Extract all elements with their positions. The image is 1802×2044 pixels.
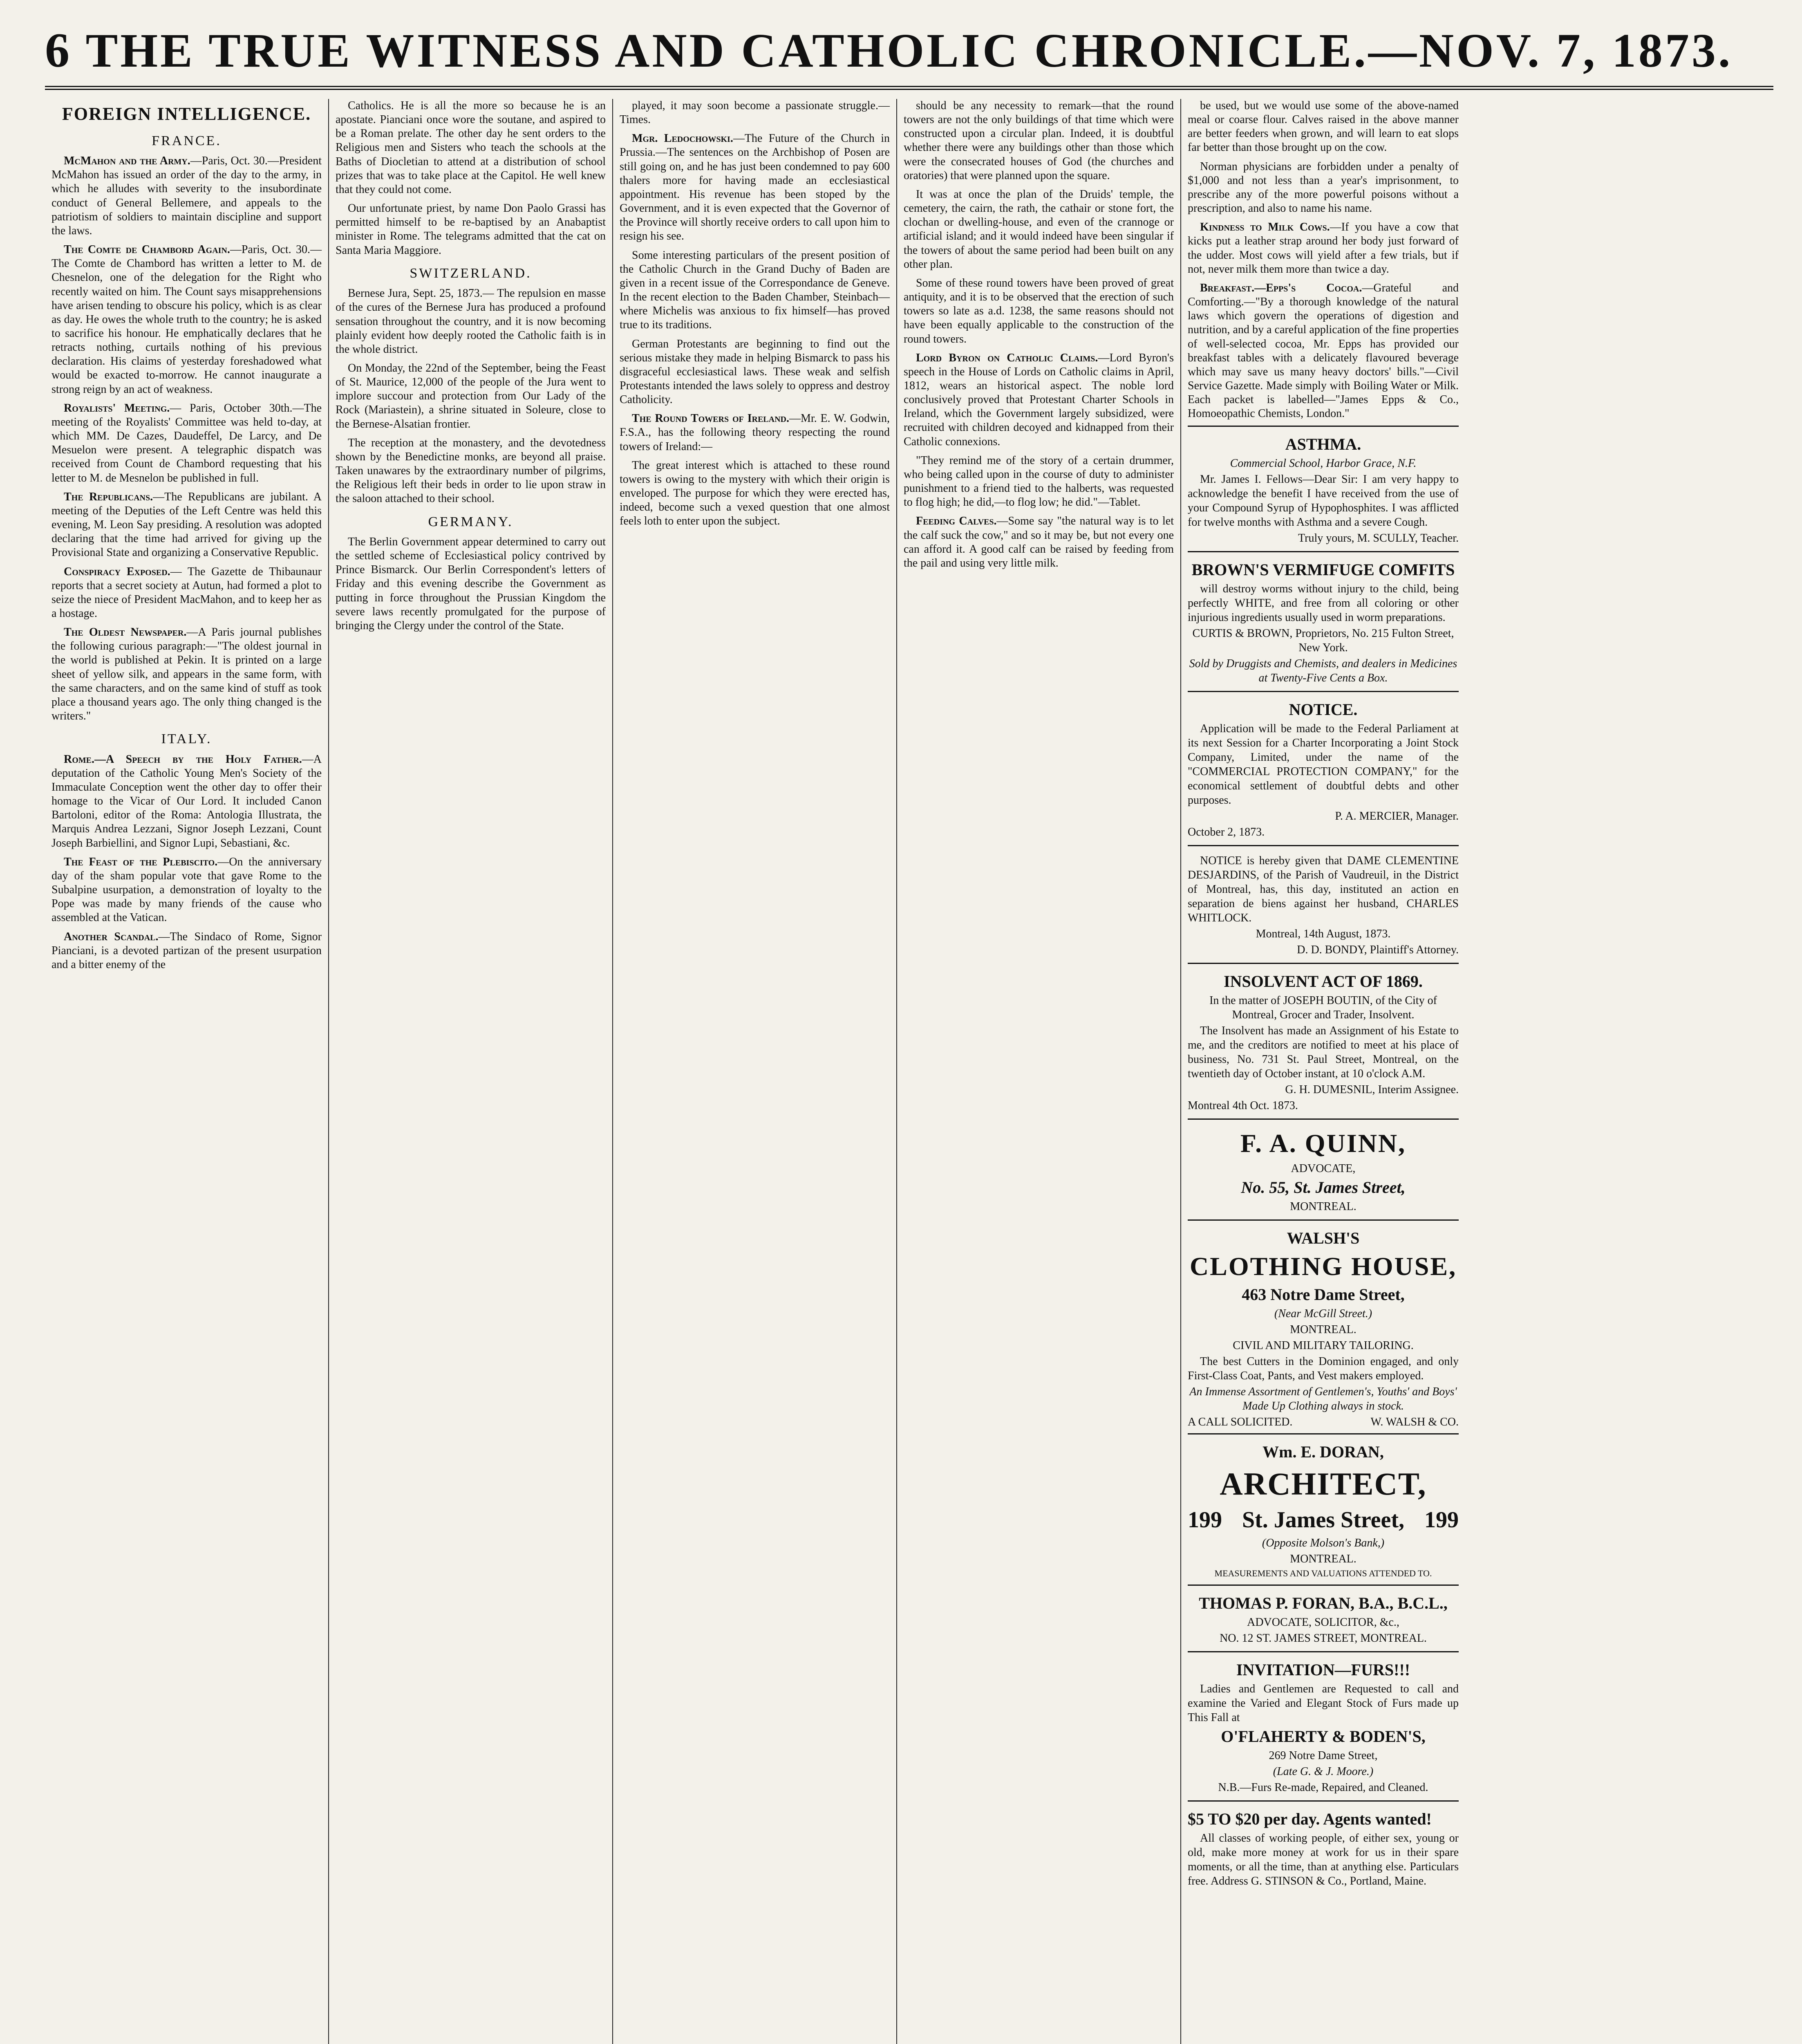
article-lead: Conspiracy Exposed. <box>64 565 170 578</box>
paragraph: German Protestants are beginning to find out the serious mistake they made in helping Bismarck to pass his disgraceful ecclesiastical laws. These weak and selfish Protestants intended the laws solely to oppress and destroy Catholicity. <box>620 337 890 406</box>
advert-text: All classes of working people, of either sex, young or old, make more money at work for us in their spare moments, or all the time, than at anything else. Particulars free. Address G. STINSON & Co., Portland, Maine. <box>1188 1832 1459 1888</box>
article-lead: Feeding Calves. <box>916 515 997 528</box>
advert-title: $5 TO $20 per day. Agents wanted! <box>1188 1810 1432 1829</box>
country-heading-france: FRANCE. <box>152 133 222 148</box>
newspaper-title: THE TRUE WITNESS AND CATHOLIC CHRONICLE.—NOV. 7, 1873. <box>85 24 1733 77</box>
article-ledochowski <box>620 132 890 243</box>
advert-text: The best Cutters in the Dominion engaged, and only First-Class Coat, Pants, and Vest makers employed. <box>1188 1355 1459 1383</box>
notice-title: NOTICE. <box>1289 700 1358 719</box>
article-milk-cows <box>1188 220 1459 276</box>
advert-signature: Truly yours, M. SCULLY, Teacher. <box>1298 532 1459 545</box>
advert-footer <box>1188 1415 1459 1429</box>
paragraph: Some interesting particulars of the present position of the Catholic Church in the Grand Duchy of Baden are given in a recent issue of the Correspondance de Geneve. In the recent election to the Baden Chamber, Steinbach—where Michelis was anxious to fix himself—has proved true to its traditions. <box>620 249 890 332</box>
advert-doran-architect <box>1188 1433 1459 1585</box>
notice-signature: G. H. DUMESNIL, Interim Assignee. <box>1285 1083 1459 1096</box>
article-text: —A Paris journal publishes the following curious paragraph:—"The oldest journal in the world is published at Pekin. It is printed on a large sheet of yellow silk, and appears in the same form, with the same characters, and on the same kind of stuff as took place a thousand years ago. The only thing changed is the writers." <box>51 626 322 723</box>
column-3 <box>613 99 897 2044</box>
advert-address: 269 Notre Dame Street, <box>1269 1749 1378 1762</box>
advert-furs <box>1188 1651 1459 1800</box>
article-text: —The Future of the Church in Prussia.—The sentences on the Archbishop of Posen are still going on, and he has just been condemned to pay 600 thalers more for having made an ecclesiastical appointment. His revenue has been stoped by the Government, and it is even expected that the Governor of the Province will shortly receive orders to call upon him to resign his see. <box>620 132 890 243</box>
article-scandal <box>51 930 322 972</box>
article-text: — The Gazette de Thibaunaur reports that a secret society at Autun, had formed a plot to seize the niece of President MacMahon, and to keep her as a hostage. <box>51 565 322 620</box>
paragraph: Catholics. He is all the more so because he is an apostate. Pianciani once wore the soutane, and aspired to be a Roman prelate. The other day he sent orders to the Religious men and Sisters who teach the schools at the Baths of Diocletian to attend at a distribution of school prizes that was to take place at the Capitol. He well knew that they could not come. <box>336 99 606 196</box>
paragraph: be used, but we would use some of the above-named meal or coarse flour. Calves raised in the above manner are better feeders when grown, and will learn to eat slops far better than those brought up on the cow. <box>1188 99 1459 154</box>
article-republicans <box>51 490 322 560</box>
article-text: —On the anniversary day of the sham popular vote that gave Rome to the Subalpine usurpation, a demonstration of loyalty to the Pope was made by many friends of the cause who assembled at the Vatican. <box>51 855 322 924</box>
article-text: —Paris, Oct. 30.—The Comte de Chambord has written a letter to M. de Chesnelon, one of the delegation for the Right who recently waited on him. The Count says misapprehensions have arisen tending to obscure his policy, which is as clear as day. He owes the whole truth to the country; he is asked to sacrifice his honour. He emphatically declares that he retracts nothing, curtails nothing of his previous declaration. His claims of yesterday foreshadowed what would be exacted to-morrow. He cannot inaugurate a strong reign by an act of weakness. <box>51 243 322 396</box>
paragraph: The reception at the monastery, and the devotedness shown by the Benedictine monks, are beyond all praise. Taken unawares by the extraordinary number of pilgrims, the Religious left their beds in order to lie upon straw in the saloon attached to their school. <box>336 436 606 505</box>
advert-sold-by: Sold by Druggists and Chemists, and dealers in Medicines at Twenty-Five Cents a Box. <box>1189 657 1457 685</box>
advert-city: MONTREAL. <box>1290 1323 1357 1336</box>
paragraph: Some of these round towers have been proved of great antiquity, and it is to be observed that the erection of such towers so late as a.d. 1238, the same reasons should not have been equally applicable to the construction of the round towers. <box>904 276 1174 345</box>
country-heading-italy: ITALY. <box>161 731 212 747</box>
advert-firm: O'FLAHERTY & BODEN'S, <box>1221 1727 1426 1746</box>
article-lead: Kindness to Milk Cows. <box>1200 221 1330 234</box>
advert-address: 463 Notre Dame Street, <box>1242 1285 1405 1304</box>
notice-text: NOTICE is hereby given that DAME CLEMENTINE DESJARDINS, of the Parish of Vaudreuil, in the District of Montreal, has, this day, instituted an action en separation de biens against her husband, CHARLES WHITLOCK. <box>1188 854 1459 925</box>
street-number-right: 199 <box>1424 1507 1459 1533</box>
article-lead: The Round Towers of Ireland. <box>632 412 789 425</box>
advert-name: Wm. E. DORAN, <box>1263 1443 1384 1461</box>
country-heading-germany: GERMANY. <box>428 514 513 529</box>
article-text: —A deputation of the Catholic Young Men's Society of the Immaculate Conception went the other day to offer their homage to the Vicar of Our Lord. It included Canon Bartoloni, editor of the Roma: Antologia Illustrata, the Marquis Andrea Lezzani, Signor Joseph Lezzani, Count Joseph Barbiellini, and Signor Lupi, Sebastiani, &c. <box>51 753 322 849</box>
advert-foran <box>1188 1585 1459 1651</box>
article-lead: The Oldest Newspaper. <box>64 626 187 639</box>
advert-address: NO. 12 ST. JAMES STREET, MONTREAL. <box>1220 1632 1427 1645</box>
advert-title: ASTHMA. <box>1285 435 1361 454</box>
article-text: —Lord Byron's speech in the House of Lords on Catholic claims in April, 1812, wears an historical aspect. The noble lord conclusively proved that Protestant Charter Schools in Ireland, which the Government largely subsidized, were recruited with children decoyed and kidnapped from their Catholic connexions. <box>904 351 1174 448</box>
notice-text: The Insolvent has made an Assignment of his Estate to me, and the creditors are notified to meet at his place of business, No. 731 St. Paul Street, Montreal, on the twentieth day of October instant, at 10 o'clock A.M. <box>1188 1024 1459 1080</box>
article-round-towers <box>620 412 890 453</box>
notice-insolvent <box>1188 963 1459 1118</box>
advert-epps-cocoa <box>1188 281 1459 421</box>
advert-city: MONTREAL. <box>1290 1200 1357 1213</box>
article-text: —Grateful and Comforting.—"By a thorough knowledge of the natural laws which govern the operations of digestion and nutrition, and by a careful application of the fine properties of well-selected cocoa, Mr. Epps has provided our breakfast tables with a delicately flavoured beverage which may save us many heavy doctors' bills."—Civil Service Gazette. Made simply with Boiling Water or Milk. Each packet is labelled—"James Epps & Co., Homoeopathic Chemists, London." <box>1188 281 1459 420</box>
article-text: —The Republicans are jubilant. A meeting of the Deputies of the Left Centre was held this evening, M. Leon Say presiding. A resolution was adopted declaring that the time had arrived for giving up the Provisional State and organizing a Conservative Republic. <box>51 490 322 559</box>
country-heading-switzerland: SWITZERLAND. <box>410 265 532 281</box>
advert-text: Ladies and Gentlemen are Requested to call and examine the Varied and Elegant Stock of Furs made up This Fall at <box>1188 1683 1459 1724</box>
paragraph: Bernese Jura, Sept. 25, 1873.— The repulsion en masse of the cures of the Bernese Jura has produced a profound sensation throughout the country, and it is now becoming plainly evident how deeply rooted the Catholic faith is in the whole district. <box>336 287 606 356</box>
masthead <box>45 23 1773 90</box>
article-army <box>51 154 322 238</box>
street-name: St. James Street, <box>1242 1507 1405 1533</box>
notice-date: October 2, 1873. <box>1188 826 1265 839</box>
article-conspiracy <box>51 565 322 621</box>
article-lead: Mgr. Ledochowski. <box>632 132 733 145</box>
article-royalists <box>51 401 322 485</box>
article-feeding-calves <box>904 514 1174 570</box>
article-lead: Lord Byron on Catholic Claims. <box>916 351 1098 364</box>
advert-note: MEASUREMENTS AND VALUATIONS ATTENDED TO. <box>1214 1568 1432 1578</box>
article-oldest-newspaper <box>51 625 322 723</box>
article-text: — Paris, October 30th.—The meeting of the Royalists' Committee was held to-day, at which MM. De Cazes, Daudeffel, De Larcy, and De Mesuelon were present. A telegraphic dispatch was received from Count de Chambord requesting that his letter to M. de Mesnelon be published in full. <box>51 401 322 484</box>
paragraph: It was at once the plan of the Druids' temple, the cemetery, the cairn, the rath, the cathair or stone fort, the clochan or dwelling-house, and even of the crannoge or artificial island; and it would indeed have been singular if the towers of about the same period had been built on any other plan. <box>904 188 1174 271</box>
notice-subtitle: In the matter of JOSEPH BOUTIN, of the City of Montreal, Grocer and Trader, Insolvent. <box>1209 994 1437 1022</box>
advert-agents-wanted <box>1188 1800 1459 1894</box>
advert-headline: CLOTHING HOUSE, <box>1189 1252 1457 1281</box>
notice-commercial-protection <box>1188 691 1459 845</box>
advert-name: F. A. QUINN, <box>1240 1129 1406 1158</box>
article-lead: Royalists' Meeting. <box>64 401 170 415</box>
article-chambord <box>51 243 322 397</box>
advert-address-row <box>1188 1506 1459 1534</box>
article-lead: The Comte de Chambord Again. <box>64 243 230 256</box>
article-lead: Breakfast.—Epps's Cocoa. <box>1200 281 1362 294</box>
column-5 <box>1181 99 1465 2044</box>
paragraph: On Monday, the 22nd of the September, being the Feast of St. Maurice, 12,000 of the people of the Jura went to implore succour and protection from Our Lady of the Rock (Mariastein), a shrine situated in Soleure, close to the Bernese-Alsatian frontier. <box>336 361 606 430</box>
advert-call: A CALL SOLICITED. <box>1188 1416 1293 1429</box>
notice-date: Montreal 4th Oct. 1873. <box>1188 1099 1298 1112</box>
article-plebiscito <box>51 855 322 925</box>
paragraph: The great interest which is attached to these round towers is owing to the mystery with which their origin is enveloped. The purpose for which they were erected has, indeed, become such a vexed question that one almost feels loth to enter upon the subject. <box>620 459 890 528</box>
paragraph: played, it may soon become a passionate struggle.—Times. <box>620 99 890 126</box>
column-1 <box>45 99 329 2044</box>
advert-role: ADVOCATE, SOLICITOR, &c., <box>1247 1616 1399 1629</box>
paragraph: The Berlin Government appear determined to carry out the settled scheme of Ecclesiastical policy contrived by Prince Bismarck. Our Berlin Correspondent's letters of Friday and this evening describe the Government as putting in force throughout the Prussian Kingdom the severe laws recently promulgated for the purpose of bringing the Clergy under the control of the State. <box>336 536 606 632</box>
article-lead: Rome.—A Speech by the Holy Father. <box>64 753 302 766</box>
article-text: —The Sindaco of Rome, Signor Pianciani, is a devoted partizan of the present usurpation and a bitter enemy of the <box>51 930 322 971</box>
advert-city: MONTREAL. <box>1290 1552 1357 1565</box>
advert-browns-vermifuge <box>1188 551 1459 691</box>
paragraph: Norman physicians are forbidden under a penalty of $1,000 and not less than a year's imprisonment, to prescribe any of the more powerful poisons without a prescription, and also to name his name. <box>1188 160 1459 215</box>
article-lead: McMahon and the Army. <box>64 155 190 168</box>
advert-opposite: (Opposite Molson's Bank,) <box>1262 1536 1385 1549</box>
advert-firm: W. WALSH & CO. <box>1370 1416 1459 1429</box>
paragraph: Our unfortunate priest, by name Don Paolo Grassi has permitted himself to be re-baptised by an Anabaptist minister in Rome. The telegrams admitted that the cat on Santa Maria Maggiore. <box>336 202 606 257</box>
advert-text: Mr. James I. Fellows—Dear Sir: I am very happy to acknowledge the benefit I have received from the use of your Compound Syrup of Hypophosphites. I was afflicted for twelve months with Asthma and a severe Cough. <box>1188 473 1459 529</box>
columns <box>45 99 1773 2044</box>
paragraph: "They remind me of the story of a certain drummer, who being called upon in the course of duty to administer punishment to a friend tied to the halberts, was requested to flog high; he did,—to flog low; he did."—Tablet. <box>904 454 1174 509</box>
advert-headline: ARCHITECT, <box>1220 1466 1427 1502</box>
section-title: FOREIGN INTELLIGENCE. <box>62 104 311 124</box>
article-lead: Another Scandal. <box>64 930 159 943</box>
advert-name: THOMAS P. FORAN, B.A., B.C.L., <box>1199 1594 1448 1613</box>
article-lord-byron <box>904 351 1174 449</box>
notice-signature: D. D. BONDY, Plaintiff's Attorney. <box>1297 944 1459 957</box>
advert-title: BROWN'S VERMIFUGE COMFITS <box>1191 560 1455 579</box>
notice-signature: P. A. MERCIER, Manager. <box>1335 810 1459 823</box>
notice-date: Montreal, 14th August, 1873. <box>1256 928 1391 941</box>
advert-nb: N.B.—Furs Re-made, Repaired, and Cleaned. <box>1218 1781 1428 1794</box>
advert-walsh-clothing <box>1188 1219 1459 1433</box>
street-number-left: 199 <box>1188 1507 1222 1533</box>
advert-subtitle: Commercial School, Harbor Grace, N.F. <box>1230 457 1417 470</box>
advert-text: will destroy worms without injury to the child, being perfectly WHITE, and free from all coloring or other injurious ingredients usually used in worm preparations. <box>1188 583 1459 624</box>
advert-title: INVITATION—FURS!!! <box>1236 1661 1410 1679</box>
notice-text: Application will be made to the Federal Parliament at its next Session for a Charter Incorporating a Joint Stock Company, Limited, under the name of the "COMMERCIAL PROTECTION COMPANY," for the economical settlement of doubtful debts and other purposes. <box>1188 722 1459 807</box>
advert-name: WALSH'S <box>1287 1229 1360 1248</box>
notice-desjardins <box>1188 845 1459 963</box>
article-holy-father <box>51 753 322 850</box>
advert-subtitle: CIVIL AND MILITARY TAILORING. <box>1233 1339 1414 1352</box>
article-lead: The Republicans. <box>64 490 153 503</box>
paragraph: should be any necessity to remark—that the round towers are not the only buildings of that time which were constructed upon a circular plan. Indeed, it is doubtful whether there were any buildings other than those which were the consecrated houses of God (the churches and oratories) that were planned upon the square. <box>904 99 1174 182</box>
column-2 <box>329 99 613 2044</box>
advert-near: (Near McGill Street.) <box>1274 1307 1372 1320</box>
notice-title: INSOLVENT ACT OF 1869. <box>1224 972 1423 991</box>
advert-proprietors: CURTIS & BROWN, Proprietors, No. 215 Fulton Street, New York. <box>1192 627 1454 654</box>
column-4 <box>897 99 1181 2044</box>
article-text: —Some say "the natural way is to let the calf suck the cow," and so it may be, but not every one can afford it. A good calf can be raised by feeding from the pail and using very little milk. <box>904 515 1174 569</box>
article-lead: The Feast of the Plebiscito. <box>64 855 218 868</box>
advert-stock: An Immense Assortment of Gentlemen's, Youths' and Boys' Made Up Clothing always in stock. <box>1189 1385 1457 1413</box>
advert-asthma <box>1188 426 1459 551</box>
advert-address: No. 55, St. James Street, <box>1241 1178 1406 1197</box>
advert-role: ADVOCATE, <box>1291 1162 1356 1175</box>
article-text: —If you have a cow that kicks put a leather strap around her body just forward of the udder. Most cows will yield after a few trials, but if not, never milk them more than twice a day. <box>1188 221 1459 276</box>
advert-late: (Late G. & J. Moore.) <box>1273 1765 1374 1778</box>
page-number: 6 <box>45 23 69 77</box>
article-text: —Mr. E. W. Godwin, F.S.A., has the following theory respecting the round towers of Ireland:— <box>620 412 890 453</box>
article-text: —Paris, Oct. 30.—President McMahon has issued an order of the day to the army, in which he alludes with severity to the insubordinate conduct of General Bellemere, and appeals to the patriotism of soldiers to maintain discipline and support the laws. <box>51 155 322 237</box>
advert-quinn <box>1188 1118 1459 1219</box>
